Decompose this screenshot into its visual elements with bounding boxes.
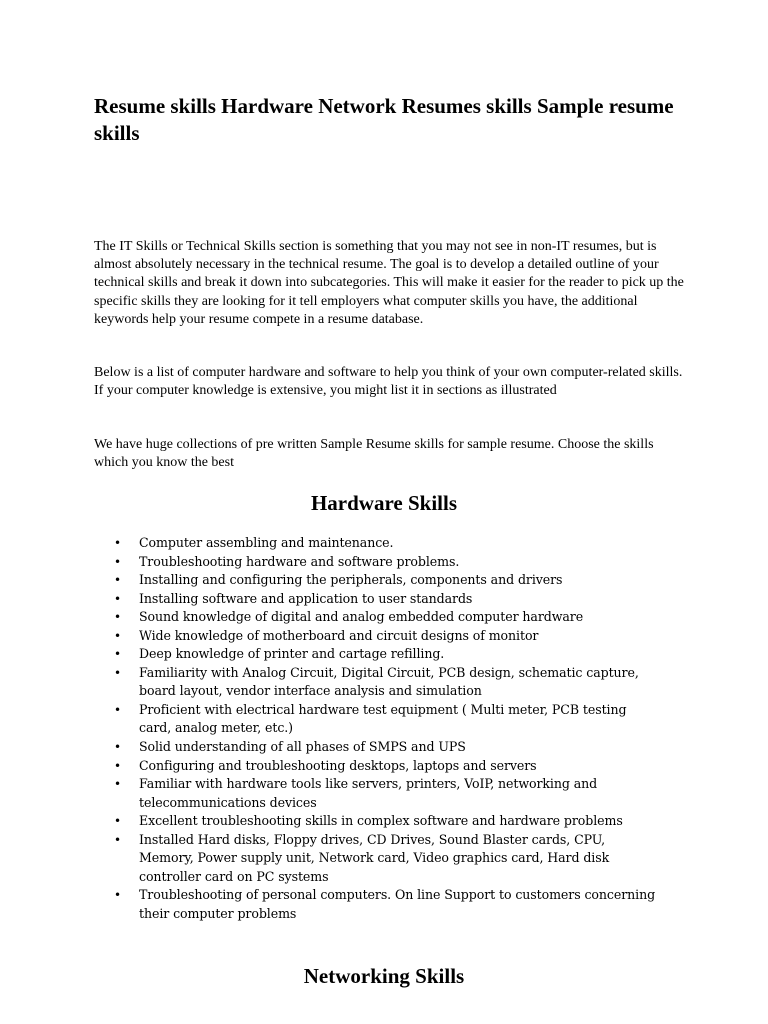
intro-paragraph: The IT Skills or Technical Skills section is something that you may not see in non-IT resumes, but is almost absolutely necessary in the technical resume. The goal is to develop a detailed outline of your technical skills and break it down into subcategories. This will make it easier for the reader to pick up the specific skills they are looking for it tell employers what computer skills you have, the additional keywords help your resume compete in a resume database. <box>94 239 684 327</box>
list-item-text: Familiarity with Analog Circuit, Digital Circuit, PCB design, schematic capture, board layout, vendor interface analysis and simulation <box>139 664 639 699</box>
list-item <box>0 608 659 627</box>
list-item-text: Sound knowledge of digital and analog embedded computer hardware <box>139 609 584 625</box>
list-item <box>0 534 659 553</box>
list-item-text: Excellent troubleshooting skills in complex software and hardware problems <box>139 813 623 829</box>
networking-skills-heading: Networking Skills <box>303 964 465 988</box>
bullet-icon: • <box>114 888 121 903</box>
list-item <box>0 664 659 701</box>
bullet-icon: • <box>114 610 121 625</box>
list-item-text: Deep knowledge of printer and cartage refilling. <box>139 646 445 662</box>
bullet-icon: • <box>114 536 121 550</box>
list-item-text: Proficient with electrical hardware test equipment ( Multi meter, PCB testing card, analog meter, etc.) <box>139 701 627 736</box>
list-item <box>0 553 659 572</box>
list-item <box>0 812 659 831</box>
list-item <box>0 738 659 757</box>
sample-skills-paragraph: We have huge collections of pre written Sample Resume skills for sample resume. Choose the skills which you know the best <box>94 437 654 471</box>
list-item <box>0 831 659 887</box>
list-item-text: Troubleshooting hardware and software problems. <box>139 553 460 569</box>
list-item-text: Familiar with hardware tools like servers, printers, VoIP, networking and telecommunications devices <box>139 776 598 810</box>
list-item-text: Configuring and troubleshooting desktops, laptops and servers <box>139 757 537 773</box>
bullet-icon: • <box>114 647 121 662</box>
hardware-skills-heading: Hardware Skills <box>310 491 458 515</box>
list-item <box>0 701 659 738</box>
page-title: Resume skills Hardware Network Resumes skills Sample resume skills <box>94 94 674 145</box>
bullet-icon: • <box>114 777 121 792</box>
list-item-text: Troubleshooting of personal computers. On line Support to customers concerning their computer problems <box>139 887 656 921</box>
list-item <box>0 590 659 609</box>
list-item-text: Computer assembling and maintenance. <box>139 535 394 550</box>
list-item <box>0 775 659 812</box>
bullet-icon: • <box>114 665 121 680</box>
bullet-icon: • <box>114 832 121 847</box>
bullet-icon: • <box>114 573 121 588</box>
bullet-icon: • <box>114 740 121 755</box>
bullet-icon: • <box>114 628 121 643</box>
bullet-icon: • <box>114 758 121 773</box>
list-item-text: Wide knowledge of motherboard and circuit designs of monitor <box>139 627 539 643</box>
list-item-text: Installing software and application to user standards <box>139 590 473 606</box>
hardware-skills-list <box>0 534 768 923</box>
bullet-icon: • <box>114 814 121 829</box>
list-item <box>0 645 659 664</box>
list-item-text: Installing and configuring the peripherals, components and drivers <box>139 572 563 588</box>
hardware-list-intro-paragraph: Below is a list of computer hardware and software to help you think of your own computer-related skills. If your computer knowledge is extensive, you might list it in sections as illustrated <box>94 365 683 399</box>
list-item <box>0 627 659 646</box>
bullet-icon: • <box>114 702 121 717</box>
list-item <box>0 886 659 923</box>
list-item <box>0 757 659 776</box>
list-item-text: Solid understanding of all phases of SMPS and UPS <box>139 739 466 755</box>
list-item <box>0 571 659 590</box>
bullet-icon: • <box>114 554 121 569</box>
bullet-icon: • <box>114 591 121 606</box>
list-item-text: Installed Hard disks, Floppy drives, CD Drives, Sound Blaster cards, CPU, Memory, Power supply unit, Network card, Video graphics card, Hard disk controller card on PC systems <box>139 831 610 884</box>
